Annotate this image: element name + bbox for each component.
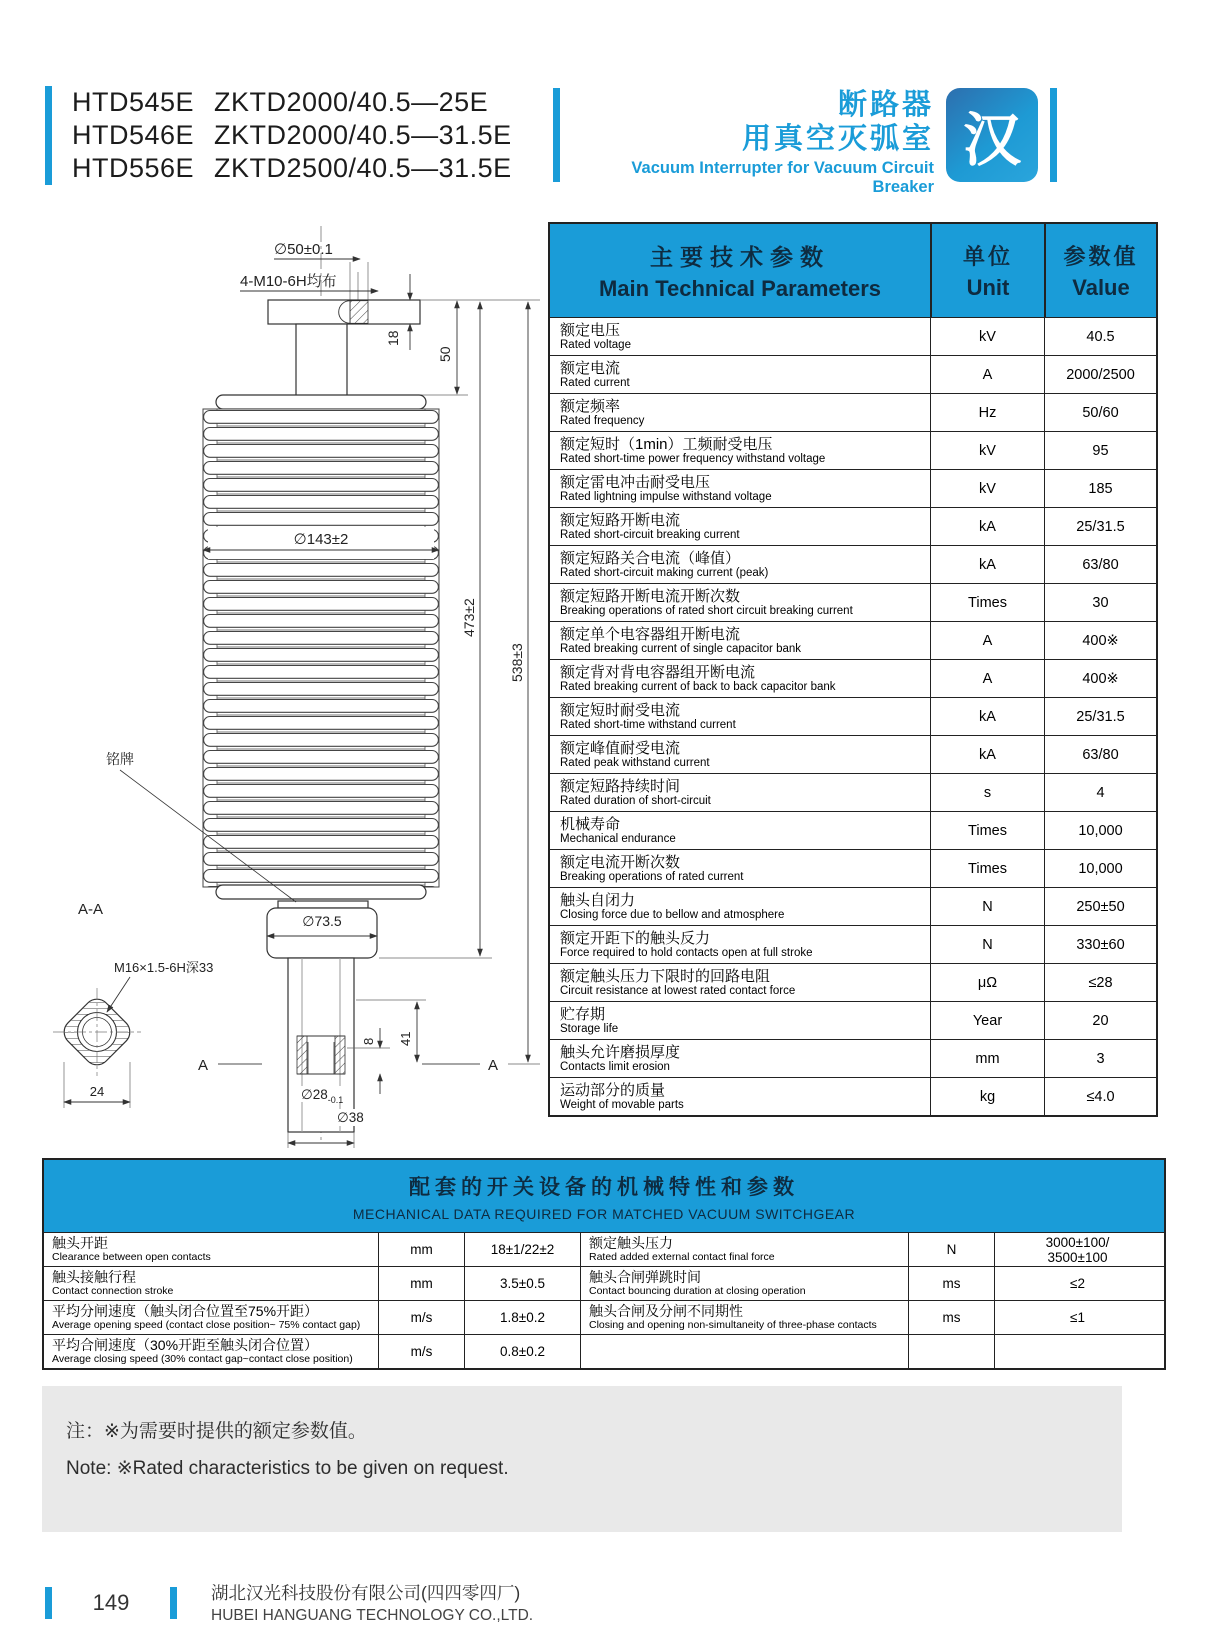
mechanical-row [44, 1232, 1164, 1266]
parameter-value: 95 [1044, 432, 1156, 469]
parameter-value: 20 [1044, 1002, 1156, 1039]
model-lines [72, 86, 512, 185]
model-spec: ZKTD2000/40.5—31.5E [214, 120, 512, 150]
parameter-row [550, 773, 1156, 811]
parameter-unit: s [930, 774, 1044, 811]
mech-right-unit: ms [908, 1301, 994, 1334]
company-name-en: HUBEI HANGUANG TECHNOLOGY CO.,LTD. [211, 1607, 534, 1624]
mechanical-data-table [42, 1158, 1166, 1370]
model-list [45, 86, 512, 185]
mech-right-name [580, 1335, 908, 1368]
mech-right-unit: N [908, 1233, 994, 1266]
parameter-name: 额定峰值耐受电流 Rated peak withstand current [560, 739, 710, 769]
parameter-unit: Year [930, 1002, 1044, 1039]
parameter-name: 额定背对背电容器组开断电流 Rated breaking current of back to back capacitor bank [560, 663, 836, 693]
parameter-name: 贮存期 Storage life [560, 1005, 619, 1035]
mech-left-value: 0.8±0.2 [464, 1335, 580, 1368]
title-cn-line2: 用真空灭弧室 [741, 123, 934, 155]
parameter-unit: kV [930, 470, 1044, 507]
model-number [72, 86, 512, 119]
parameter-row [550, 735, 1156, 773]
parameter-name: 额定电流 Rated current [560, 359, 630, 389]
parameter-name: 额定单个电容器组开断电流 Rated breaking current of single capacitor bank [560, 625, 802, 655]
parameter-value: 30 [1044, 584, 1156, 621]
mech-left-unit: m/s [378, 1335, 464, 1368]
accent-bar [170, 1587, 177, 1619]
dim-473-label: 473±2 [461, 598, 477, 637]
mechanical-row [44, 1300, 1164, 1334]
company-name-cn: 湖北汉光科技股份有限公司(四四零四厂) [211, 1583, 521, 1603]
mech-right-name: 额定触头压力 Rated added external contact final force [580, 1233, 908, 1266]
mechanical-row [44, 1334, 1164, 1368]
parameter-unit: kA [930, 546, 1044, 583]
parameter-row [550, 887, 1156, 925]
technical-drawing [50, 212, 560, 1152]
bolt-hole-section [350, 301, 368, 324]
product-title-block [553, 88, 1057, 197]
page-footer [45, 1580, 533, 1625]
dim-538-label: 538±3 [509, 643, 525, 682]
model-type: HTD545E [72, 87, 195, 117]
dim-50-label: 50 [437, 346, 453, 362]
nameplate-label: 铭牌 [106, 751, 134, 767]
header-unit-en: Unit [966, 275, 1010, 300]
parameter-value: 25/31.5 [1044, 698, 1156, 735]
section-marker-a-left: A [198, 1057, 209, 1074]
parameter-value: 250±50 [1044, 888, 1156, 925]
mech-left-name: 平均分闸速度（触头闭合位置至75%开距） Average opening speed (contact close position~ 75% contact gap) [52, 1303, 361, 1331]
parameter-row [550, 811, 1156, 849]
header-param-cn: 主要技术参数 [650, 244, 830, 270]
parameter-row [550, 507, 1156, 545]
upper-stem [296, 324, 347, 397]
parameter-row [550, 849, 1156, 887]
parameter-name: 额定短路开断电流开断次数 Breaking operations of rated short circuit breaking current [560, 587, 853, 617]
parameter-value: 63/80 [1044, 546, 1156, 583]
parameter-unit: Times [930, 584, 1044, 621]
parameter-name: 额定短路开断电流 Rated short-circuit breaking current [560, 511, 740, 541]
parameter-value: 25/31.5 [1044, 508, 1156, 545]
parameter-name: 机械寿命 Mechanical endurance [560, 815, 676, 845]
note-cn: 注：※为需要时提供的额定参数值。 [66, 1421, 367, 1442]
parameter-row [550, 431, 1156, 469]
parameter-row [550, 1039, 1156, 1077]
mech-right-unit [908, 1335, 994, 1368]
model-spec: ZKTD2500/40.5—31.5E [214, 153, 512, 183]
accent-bar [553, 88, 560, 182]
parameter-value: 330±60 [1044, 926, 1156, 963]
header-unit [930, 224, 1044, 317]
mech-title-en: MECHANICAL DATA REQUIRED FOR MATCHED VACUUM SWITCHGEAR [352, 1205, 856, 1222]
parameter-row [550, 393, 1156, 431]
parameter-row [550, 355, 1156, 393]
mech-left-unit: mm [378, 1233, 464, 1266]
parameter-value: 185 [1044, 470, 1156, 507]
model-spec: ZKTD2000/40.5—25E [214, 87, 489, 117]
model-type: HTD556E [72, 153, 195, 183]
parameter-value: ≤28 [1044, 964, 1156, 1001]
main-table-header [550, 224, 1156, 317]
body-diameter-label: ∅143±2 [293, 531, 349, 548]
bore-section-hatch [297, 1036, 307, 1074]
mech-left-name: 触头开距 Clearance between open contacts [52, 1235, 211, 1263]
bolt-holes-label: 4-M10-6H均布 [240, 273, 337, 290]
mech-left-value: 18±1/22±2 [464, 1233, 580, 1266]
parameter-unit: kA [930, 508, 1044, 545]
parameter-value: 50/60 [1044, 394, 1156, 431]
body-bottom-cap [216, 885, 426, 899]
parameter-value: 63/80 [1044, 736, 1156, 773]
parameter-unit: A [930, 660, 1044, 697]
title-en: Vacuum Interrupter for Vacuum Circuit Breaker [631, 159, 934, 196]
dim-18-label: 18 [385, 330, 401, 346]
mech-left-name: 触头接触行程 Contact connection stroke [52, 1269, 174, 1297]
model-number [72, 152, 512, 185]
thread-spec-label: M16×1.5-6H深33 [114, 960, 214, 975]
company-info [211, 1580, 533, 1625]
lower-flange-diameter-label: ∅73.5 [302, 913, 342, 929]
parameter-name: 触头自闭力 Closing force due to bellow and atmosphere [560, 891, 785, 921]
stem-bore-label: $\emptyset 28_{-0.1}$ [301, 1087, 344, 1105]
mech-left-value: 1.8±0.2 [464, 1301, 580, 1334]
parameter-value: 400※ [1044, 660, 1156, 697]
parameter-unit: N [930, 888, 1044, 925]
body-top-cap [216, 395, 426, 409]
parameter-row [550, 925, 1156, 963]
parameter-value: 3 [1044, 1040, 1156, 1077]
page-number: 149 [92, 1589, 130, 1615]
parameter-unit: kV [930, 318, 1044, 355]
parameter-unit: A [930, 622, 1044, 659]
parameter-unit: kA [930, 698, 1044, 735]
parameter-name: 运动部分的质量 Weight of movable parts [560, 1081, 684, 1111]
parameter-unit: kV [930, 432, 1044, 469]
parameter-name: 额定电压 Rated voltage [560, 321, 631, 351]
parameter-name: 额定频率 Rated frequency [560, 397, 645, 427]
parameter-value: 10,000 [1044, 850, 1156, 887]
parameter-row [550, 583, 1156, 621]
mech-right-value: ≤2 [994, 1267, 1160, 1300]
mechanical-row [44, 1266, 1164, 1300]
parameter-name: 额定电流开断次数 Breaking operations of rated current [560, 853, 744, 883]
parameter-row [550, 317, 1156, 355]
header-value-cn: 参数值 [1063, 244, 1139, 269]
nameplate [278, 901, 368, 908]
main-parameters-table [548, 222, 1158, 1117]
dim-41-label: 41 [398, 1031, 413, 1046]
parameter-row [550, 963, 1156, 1001]
parameter-row [550, 621, 1156, 659]
mech-right-value [994, 1335, 1160, 1368]
parameter-name: 额定开距下的触头反力 Force required to hold contacts open at full stroke [560, 929, 813, 959]
ribbed-ceramic-body [203, 409, 439, 887]
parameter-row [550, 697, 1156, 735]
mech-right-name: 触头合闸及分闸不同期性 Closing and opening non-simultaneity of three-phase contacts [580, 1301, 908, 1334]
note-box [42, 1386, 1122, 1532]
mechanical-table-rows [44, 1232, 1164, 1368]
parameter-row [550, 469, 1156, 507]
parameter-row [550, 1001, 1156, 1039]
accent-bar [1050, 88, 1057, 182]
title-cn-line1: 断路器 [837, 89, 934, 121]
section-marker-a-right: A [488, 1057, 499, 1074]
mech-right-value: ≤1 [994, 1301, 1160, 1334]
parameter-name: 额定短时（1min）工频耐受电压 Rated short-time power frequency withstand voltage [560, 435, 826, 465]
mech-right-unit: ms [908, 1267, 994, 1300]
parameter-unit: μΩ [930, 964, 1044, 1001]
parameter-unit: mm [930, 1040, 1044, 1077]
parameter-value: ≤4.0 [1044, 1078, 1156, 1115]
mech-right-name: 触头合闸弹跳时间 Contact bouncing duration at closing operation [580, 1267, 908, 1300]
model-number [72, 119, 512, 152]
mech-left-unit: m/s [378, 1301, 464, 1334]
parameter-name: 触头允许磨损厚度 Contacts limit erosion [560, 1043, 681, 1073]
accent-bar [45, 86, 52, 185]
company-seal-logo: 汉 [946, 88, 1038, 182]
parameter-value: 400※ [1044, 622, 1156, 659]
accent-bar [45, 1587, 52, 1619]
mech-left-name: 平均合闸速度（30%开距至触头闭合位置） Average closing speed (30% contact gap~contact close position) [52, 1337, 353, 1365]
header-unit-cn: 单位 [962, 244, 1013, 269]
section-view [53, 988, 141, 1076]
header-parameters [550, 224, 930, 317]
mech-title-cn: 配套的开关设备的机械特性和参数 [409, 1175, 799, 1199]
parameter-unit: kg [930, 1078, 1044, 1115]
parameter-name: 额定短路持续时间 Rated duration of short-circuit [560, 777, 711, 807]
product-titles [566, 88, 934, 197]
top-diameter-label: ∅50±0.1 [274, 241, 333, 258]
parameter-row [550, 659, 1156, 697]
parameter-value: 40.5 [1044, 318, 1156, 355]
parameter-name: 额定触头压力下限时的回路电阻 Circuit resistance at lowest rated contact force [560, 967, 796, 997]
parameter-value: 4 [1044, 774, 1156, 811]
parameter-name: 额定短时耐受电流 Rated short-time withstand current [560, 701, 736, 731]
header-value [1044, 224, 1156, 317]
parameter-name: 额定雷电冲击耐受电压 Rated lightning impulse withstand voltage [560, 473, 772, 503]
parameter-unit: N [930, 926, 1044, 963]
mech-left-value: 3.5±0.5 [464, 1267, 580, 1300]
model-type: HTD546E [72, 120, 195, 150]
mech-left-unit: mm [378, 1267, 464, 1300]
dim-8-label: 8 [361, 1037, 376, 1045]
header-value-en: Value [1072, 275, 1130, 300]
parameter-value: 10,000 [1044, 812, 1156, 849]
note-en: Note: ※Rated characteristics to be given on request. [66, 1458, 509, 1479]
main-table-rows [550, 317, 1156, 1115]
parameter-name: 额定短路关合电流（峰值） Rated short-circuit making current (peak) [560, 549, 769, 579]
parameter-unit: Times [930, 812, 1044, 849]
parameter-unit: A [930, 356, 1044, 393]
dim-24-label: 24 [89, 1084, 105, 1099]
parameter-row [550, 1077, 1156, 1115]
mech-right-value: 3000±100/ 3500±100 [994, 1233, 1160, 1266]
parameter-unit: Hz [930, 394, 1044, 431]
parameter-unit: kA [930, 736, 1044, 773]
stem-diameter-label: ∅38 [337, 1110, 364, 1125]
mechanical-table-header [44, 1160, 1164, 1232]
parameter-unit: Times [930, 850, 1044, 887]
section-title: A-A [78, 901, 104, 918]
parameter-row [550, 545, 1156, 583]
header-param-en: Main Technical Parameters [598, 276, 882, 301]
parameter-value: 2000/2500 [1044, 356, 1156, 393]
